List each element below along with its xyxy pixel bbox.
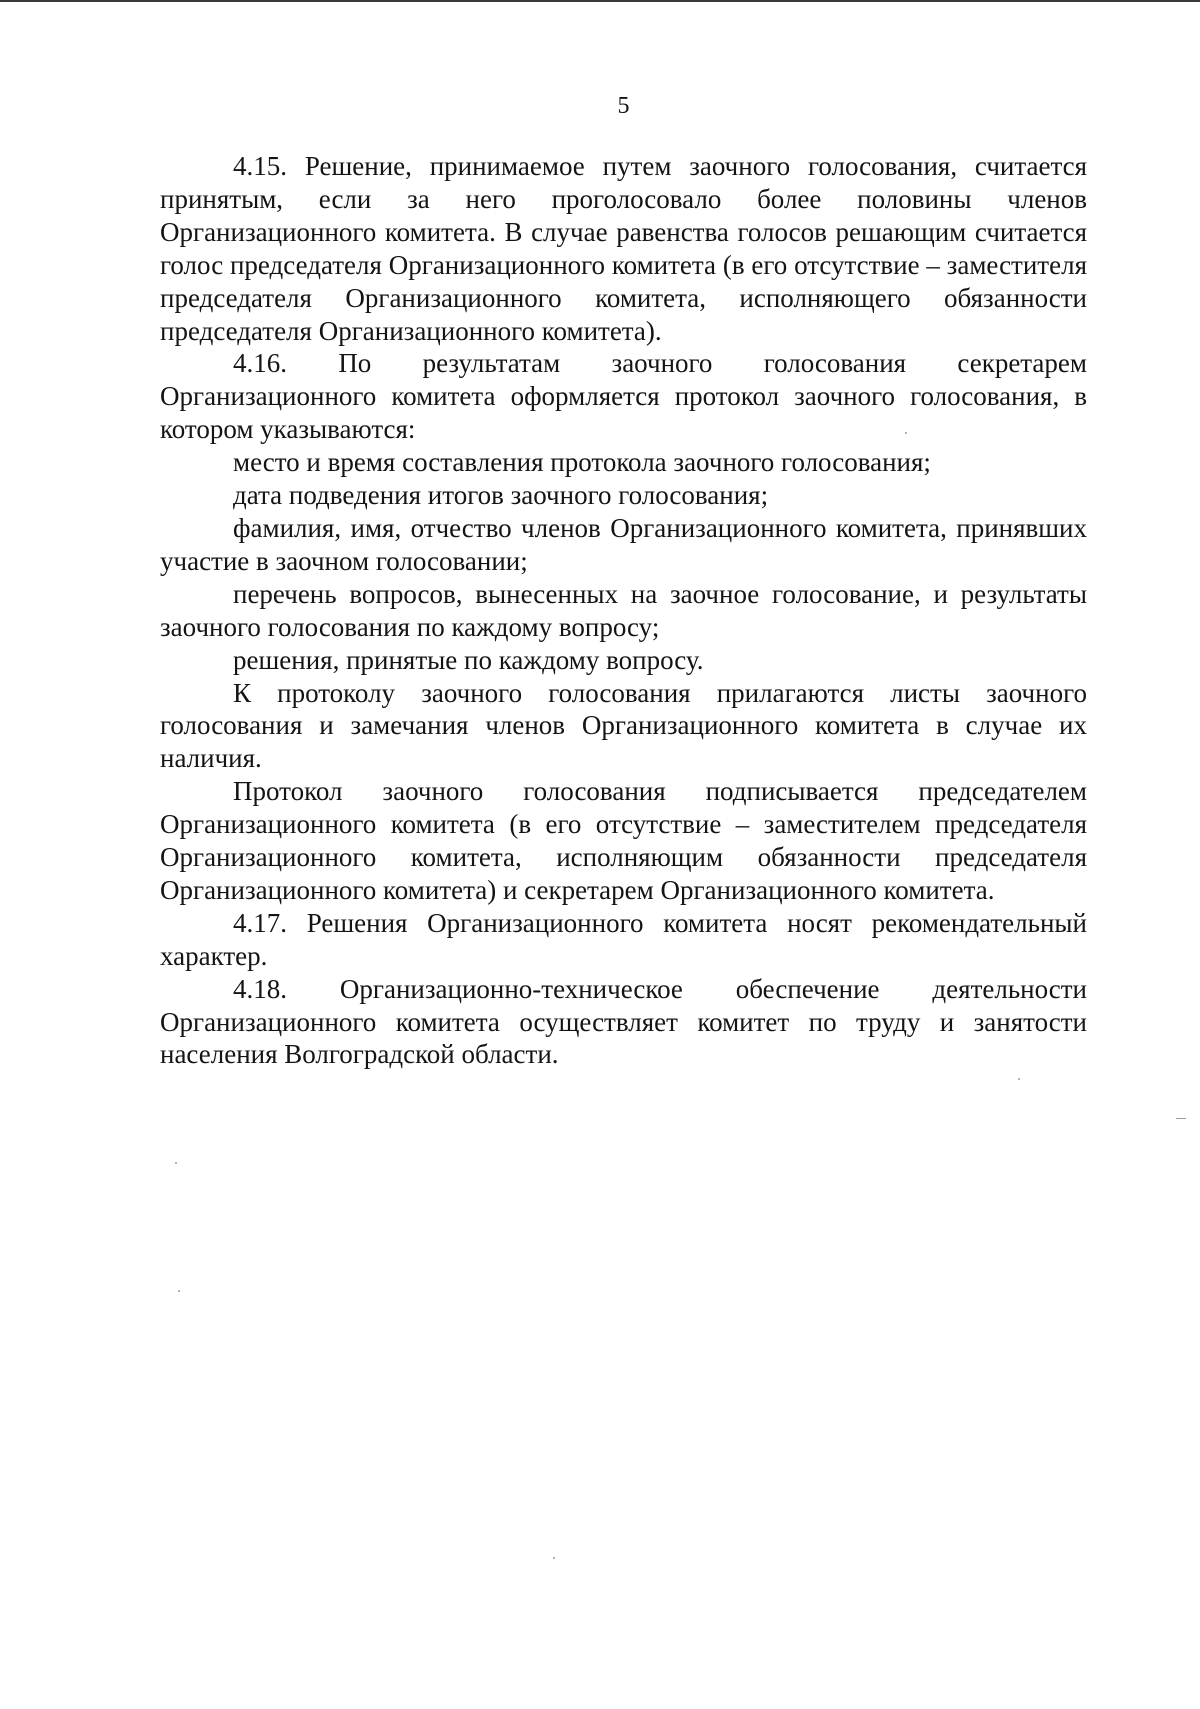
scan-speck <box>1018 1078 1020 1080</box>
document-body <box>160 150 1087 1071</box>
list-item-place-time: место и время составления протокола заочного голосования; <box>233 447 931 478</box>
paragraph-4-15: 4.15. Решение, принимаемое путем заочного голосования, считается принятым, если за него проголосовало более половины членов Организационного комитета. В случае равенства голосов решающим считается голос председателя Организационного комитета (в его отсутствие – заместителя председателя Организационного комитета, исполняющего обязанности председателя Организационного комитета). <box>160 151 1087 346</box>
list-item-summary-date: дата подведения итогов заочного голосования; <box>233 480 769 511</box>
scan-speck <box>905 432 907 434</box>
paragraph-attachments: К протоколу заочного голосования прилагаются листы заочного голосования и замечания членов Организационного комитета в случае их наличия. <box>160 677 1087 774</box>
scan-speck <box>553 1557 555 1559</box>
page-number: 5 <box>617 93 630 119</box>
paragraph-4-17: 4.17. Решения Организационного комитета носят рекомендательный характер. <box>160 907 1087 971</box>
scan-edge-line <box>0 0 1200 2</box>
paragraph-4-18: 4.18. Организационно-техническое обеспечение деятельности Организационного комитета осуществляет комитет по труду и занятости населения Волгоградской области. <box>160 973 1087 1070</box>
list-item-questions: перечень вопросов, вынесенных на заочное голосование, и результаты заочного голосования по каждому вопросу; <box>160 578 1087 642</box>
paragraph-4-16: 4.16. По результатам заочного голосования секретарем Организационного комитета оформляется протокол заочного голосования, в котором указываются: <box>160 348 1087 445</box>
list-item-decisions: решения, принятые по каждому вопросу. <box>233 644 704 675</box>
paragraph-signature: Протокол заочного голосования подписывается председателем Организационного комитета (в его отсутствие – заместителем председателя Организационного комитета, исполняющим обязанности председателя Организационного комитета) и секретарем Организационного комитета. <box>160 776 1087 905</box>
scan-speck <box>1176 1118 1186 1119</box>
list-item-member-names: фамилия, имя, отчество членов Организационного комитета, принявших участие в заочном голосовании; <box>160 512 1087 576</box>
scan-speck <box>175 1162 177 1164</box>
scan-speck <box>178 1290 180 1292</box>
